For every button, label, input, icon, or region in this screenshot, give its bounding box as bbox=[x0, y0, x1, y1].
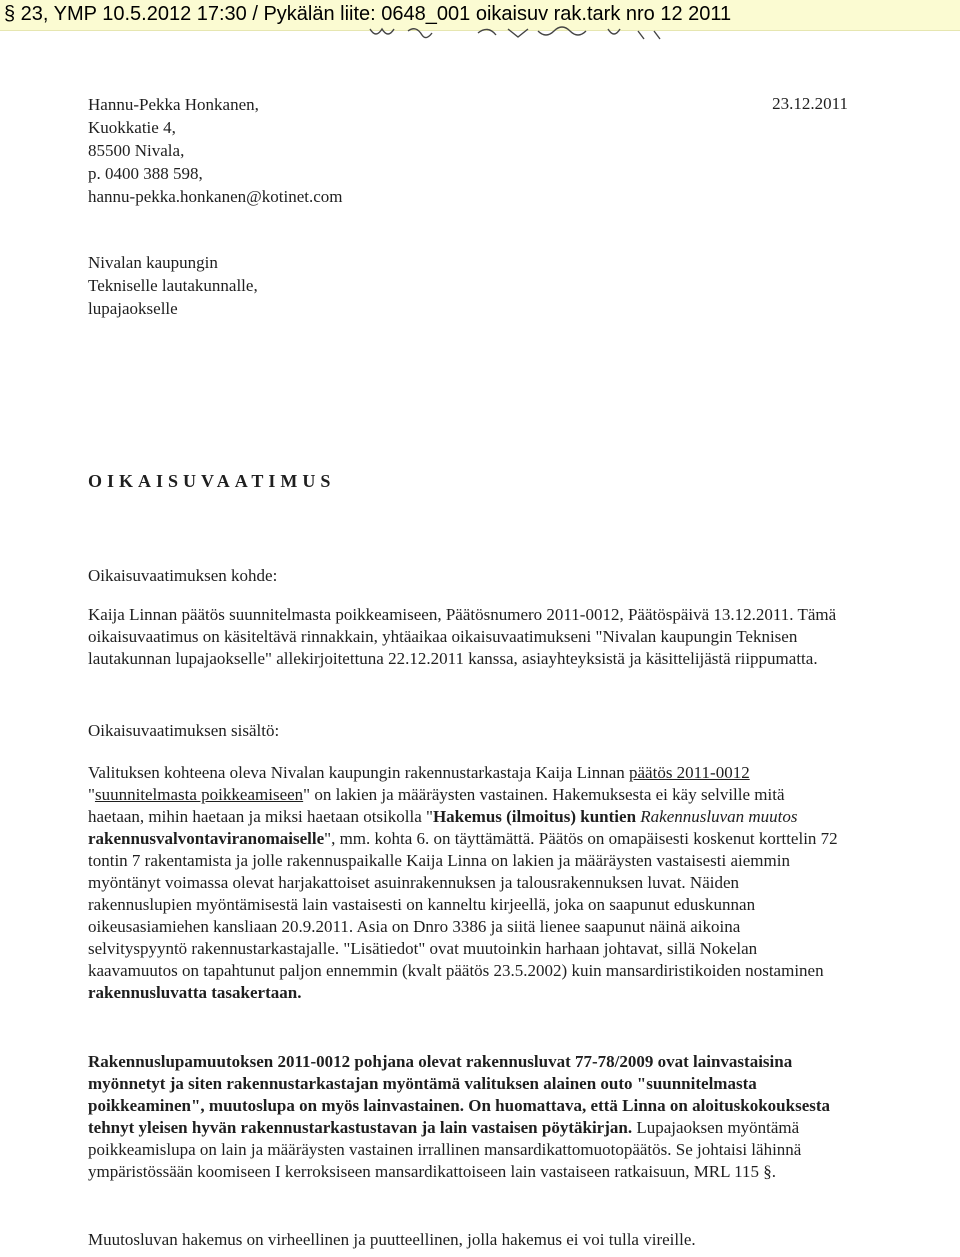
p3-text: Muutosluvan hakemus on virheellinen ja puutteellinen, jolla hakemus ei voi tulla vireille. bbox=[88, 1230, 696, 1249]
kohde-text: Kaija Linnan päätös suunnitelmasta poikkeamiseen, Päätösnumero 2011-0012, Päätöspäivä 13.12.2011. Tämä oikaisuvaatimus on käsiteltävä rinnakkain, yhtäaikaa oikaisuvaatimukseni "Nivalan kaupungin Teknisen lautakunnan lupajaokselle" allekirjoitettuna 22.12.2011 kanssa, asiayhteyksistä ja käsittelijästä riippumatta. bbox=[88, 605, 837, 668]
decision-number-link: päätös 2011-0012 bbox=[629, 763, 750, 782]
decision-subject-underlined: suunnitelmasta poikkeamiseen bbox=[94, 785, 304, 804]
p1-bold-conclusion: rakennusluvatta tasakertaan. bbox=[88, 983, 302, 1002]
sender-email: hannu-pekka.honkanen@kotinet.com bbox=[88, 187, 343, 206]
p1-bold-application: Hakemus (ilmoitus) kuntien bbox=[432, 807, 637, 826]
sisalto-paragraph-2 bbox=[88, 1051, 840, 1183]
p1-text-b: " bbox=[88, 785, 95, 804]
sender-phone: p. 0400 388 598, bbox=[88, 164, 203, 183]
sender-name: Hannu-Pekka Honkanen, bbox=[88, 95, 259, 114]
p1-text-c: " on lakien ja määräysten vastainen. Hakemuksesta ei käy selville mitä haetaan, mihin haetaan ja miksi haetaan otsikolla " bbox=[88, 785, 785, 826]
handwritten-mark bbox=[368, 25, 688, 43]
sender-city: 85500 Nivala, bbox=[88, 141, 185, 160]
p1-text-a: Valituksen kohteena oleva Nivalan kaupungin rakennustarkastaja Kaija Linnan bbox=[88, 763, 629, 782]
sisalto-paragraph-1 bbox=[88, 762, 840, 1004]
p2-rest-text: Lupajaoksen myöntämä poikkeamislupa on lain ja määräysten vastainen irrallinen mansardikattomuotopäätös. Se johtaisi lähinnä ympäristössään koomiseen I kerroksiseen mansardikattoiseen lain vastaiseen ratkaisuun, MRL 115 §. bbox=[88, 1118, 802, 1181]
p2-bold-text: Rakennuslupamuutoksen 2011-0012 pohjana olevat rakennusluvat 77-78/2009 ovat lainvastaisina myönnetyt ja siten rakennustarkastajan myöntämä valituksen alainen outo "suunnitelmasta poikkeaminen", muutoslupa on myös lainvastainen. On huomattava, että Linna on aloituskokouksesta tehnyt yleisen hyvän rakennustarkastustavan ja lain vastaisen pöytäkirjan. bbox=[88, 1052, 831, 1137]
p1-text-d: ", mm. kohta 6. on täyttämättä. Päätös on omapäisesti koskenut korttelin 72 tontin 7 rakentamista ja jolle rakennuspaikalle Kaija Linna on lakien ja määräysten vastaisesti aiemmin myöntänyt voimassa olevat harjakattoiset asuinrakennuksen ja talousrakennuksen luvat. Näiden rakennuslupien myöntämisestä lain vastaisesti on kanneltu kirjeellä, joka on saapunut eduskunnan oikeusasiamiehen kansliaan 20.9.2011. Asia on Dnro 3386 ja siitä lienee saapunut näinä aikoina selvityspyyntö rakennustarkastajalle. "Lisätiedot" ovat muutoinkin harhaan johtavat, sillä Nokelan kaavamuutos on tapahtunut paljon ennemmin (kvalt päätös 23.5.2002) kuin mansardiristikoiden nostaminen bbox=[88, 829, 838, 980]
p1-bold-authority: rakennusvalvontaviranomaiselle bbox=[88, 829, 325, 848]
attachment-header-text: § 23, YMP 10.5.2012 17:30 / Pykälän liite: 0648_001 oikaisuv rak.tark nro 12 2011 bbox=[4, 3, 732, 25]
recipient-line-1: Nivalan kaupungin bbox=[88, 253, 218, 272]
recipient-line-3: lupajaokselle bbox=[88, 299, 178, 318]
sisalto-paragraph-3 bbox=[88, 1229, 840, 1251]
kohde-heading: Oikaisuvaatimuksen kohde: bbox=[88, 566, 278, 585]
letter-date: 23.12.2011 bbox=[772, 94, 848, 113]
document-title: OIKAISUVAATIMUS bbox=[88, 471, 336, 491]
sender-street: Kuokkatie 4, bbox=[88, 118, 176, 137]
p1-italic-permit-change: Rakennusluvan muutos bbox=[640, 807, 798, 826]
kohde-paragraph bbox=[88, 604, 840, 670]
sisalto-heading: Oikaisuvaatimuksen sisältö: bbox=[88, 721, 280, 740]
recipient-line-2: Tekniselle lautakunnalle, bbox=[88, 276, 258, 295]
